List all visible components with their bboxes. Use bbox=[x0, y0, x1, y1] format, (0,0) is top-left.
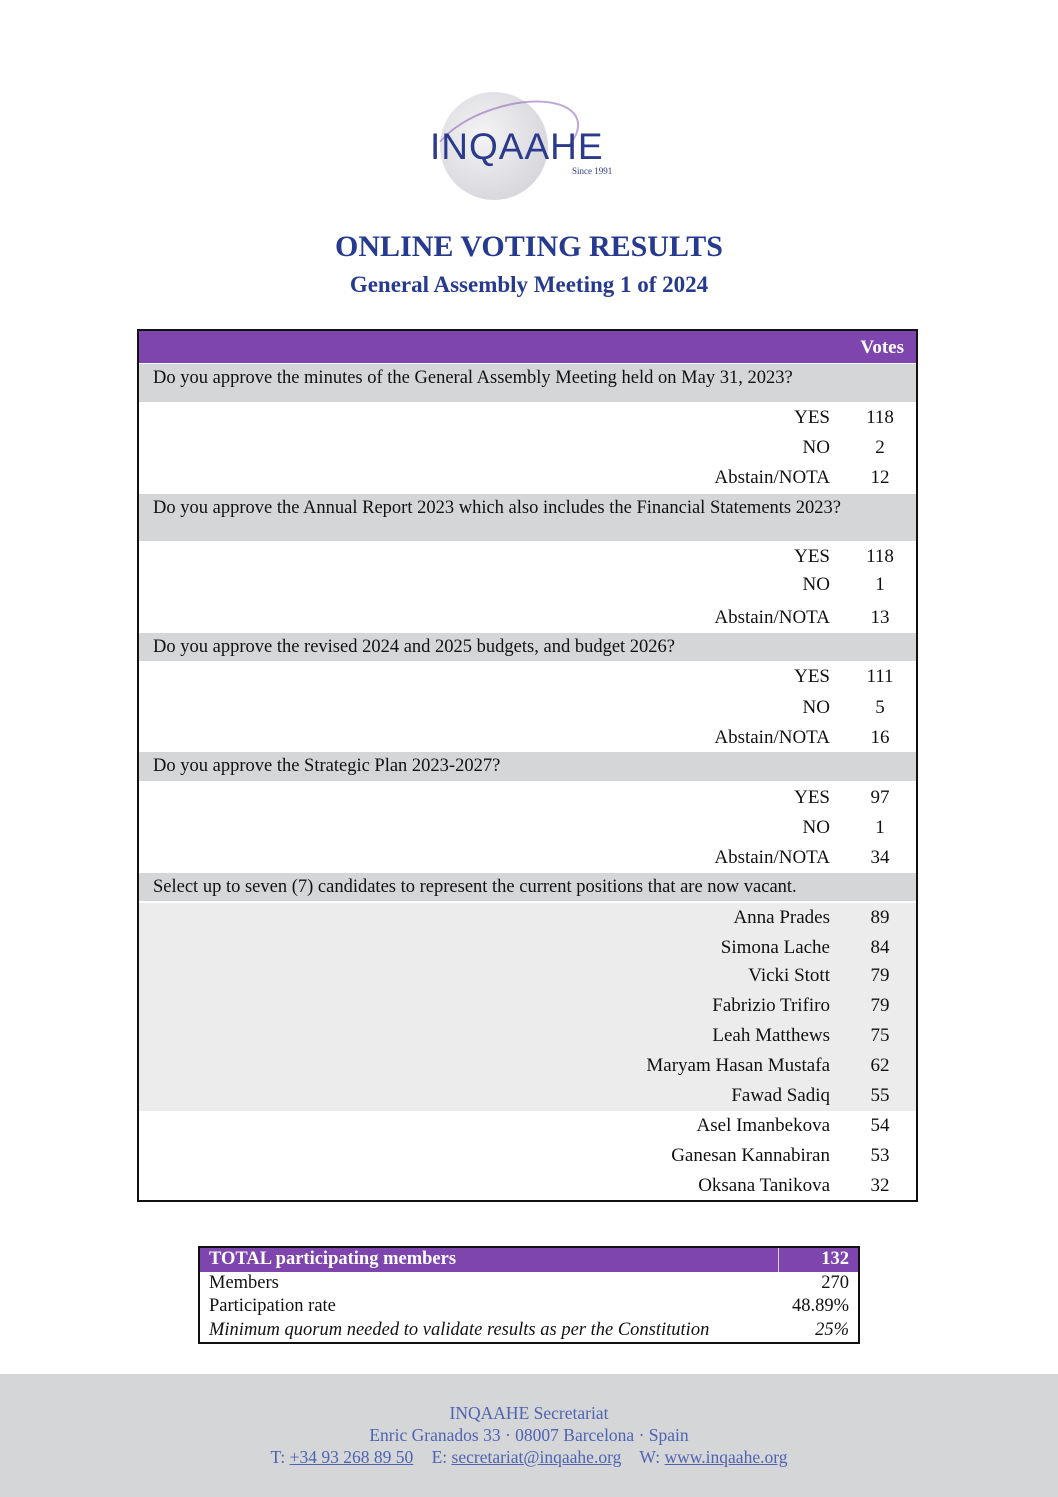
candidate-row bbox=[139, 961, 916, 991]
email-link[interactable]: secretariat@inqaahe.org bbox=[451, 1447, 622, 1467]
web-prefix: W: bbox=[639, 1447, 661, 1467]
votes-column-header: Votes bbox=[860, 337, 904, 358]
answer-row bbox=[139, 403, 916, 433]
page-footer bbox=[0, 1374, 1058, 1497]
answer-votes: 1 bbox=[875, 817, 885, 838]
candidate-row bbox=[139, 1081, 916, 1111]
candidate-name: Fawad Sadiq bbox=[731, 1085, 830, 1106]
quorum-label: Minimum quorum needed to validate results as per the Constitution bbox=[209, 1319, 710, 1340]
phone-link[interactable]: +34 93 268 89 50 bbox=[289, 1447, 414, 1467]
candidate-votes: 62 bbox=[870, 1055, 890, 1076]
members-value: 270 bbox=[821, 1272, 849, 1293]
results-header bbox=[139, 331, 916, 363]
candidate-votes: 55 bbox=[870, 1085, 890, 1106]
answer-votes: 118 bbox=[866, 407, 894, 428]
question-row: Select up to seven (7) candidates to represent the current positions that are now vacant. bbox=[139, 873, 916, 901]
candidate-row bbox=[139, 991, 916, 1021]
candidate-name: Leah Matthews bbox=[712, 1025, 830, 1046]
results-table bbox=[137, 329, 918, 1202]
answer-label: NO bbox=[802, 697, 830, 718]
answer-label: Abstain/NOTA bbox=[714, 467, 830, 488]
email-prefix: E: bbox=[431, 1447, 448, 1467]
candidate-row bbox=[139, 1051, 916, 1081]
answer-row bbox=[139, 723, 916, 753]
answer-label: YES bbox=[794, 666, 830, 687]
summary-total-row bbox=[200, 1248, 858, 1272]
answer-votes: 16 bbox=[870, 727, 890, 748]
question-row: Do you approve the Annual Report 2023 which also includes the Financial Statements 2023? bbox=[139, 494, 916, 541]
phone-prefix: T: bbox=[270, 1447, 286, 1467]
answer-votes: 5 bbox=[875, 697, 885, 718]
candidate-votes: 79 bbox=[870, 965, 890, 986]
rate-value: 48.89% bbox=[791, 1296, 849, 1316]
candidate-row bbox=[139, 903, 916, 933]
members-label: Members bbox=[209, 1272, 279, 1293]
candidate-name: Fabrizio Trifiro bbox=[712, 995, 830, 1016]
page-title: ONLINE VOTING RESULTS bbox=[335, 230, 723, 263]
candidate-row bbox=[139, 1021, 916, 1051]
page-subtitle: General Assembly Meeting 1 of 2024 bbox=[349, 272, 709, 297]
candidate-votes: 32 bbox=[870, 1175, 890, 1196]
answer-row bbox=[139, 570, 916, 600]
candidate-votes: 75 bbox=[870, 1025, 890, 1046]
footer-org: INQAAHE Secretariat bbox=[449, 1403, 609, 1423]
question-row: Do you approve the Strategic Plan 2023-2027? bbox=[139, 752, 916, 781]
answer-votes: 12 bbox=[870, 467, 890, 488]
answer-votes: 34 bbox=[870, 847, 890, 868]
inqaahe-logo bbox=[428, 88, 638, 200]
question-row: Do you approve the revised 2024 and 2025 budgets, and budget 2026? bbox=[139, 633, 916, 661]
summary-rate-row bbox=[200, 1295, 858, 1319]
answer-votes: 1 bbox=[875, 574, 885, 595]
answer-label: Abstain/NOTA bbox=[714, 727, 830, 748]
candidate-name: Maryam Hasan Mustafa bbox=[646, 1055, 830, 1076]
candidate-row bbox=[139, 1141, 916, 1171]
answer-row bbox=[139, 783, 916, 813]
answer-votes: 13 bbox=[870, 607, 890, 628]
candidate-votes: 79 bbox=[870, 995, 890, 1016]
total-label: TOTAL participating members bbox=[209, 1249, 457, 1269]
summary-members-row bbox=[200, 1272, 858, 1296]
answer-label: YES bbox=[794, 787, 830, 808]
answer-row bbox=[139, 433, 916, 463]
footer-contact bbox=[0, 1446, 1058, 1468]
participation-summary bbox=[198, 1246, 860, 1344]
candidate-votes: 54 bbox=[870, 1115, 890, 1136]
answer-votes: 118 bbox=[866, 546, 894, 567]
candidate-row bbox=[139, 1171, 916, 1201]
answer-votes: 97 bbox=[870, 787, 890, 808]
answer-row bbox=[139, 813, 916, 843]
candidate-votes: 89 bbox=[870, 907, 890, 928]
candidate-name: Asel Imanbekova bbox=[696, 1115, 830, 1136]
answer-row bbox=[139, 843, 916, 873]
question-row: Do you approve the minutes of the General Assembly Meeting held on May 31, 2023? bbox=[139, 364, 916, 402]
logo-since: Since 1991 bbox=[572, 166, 613, 176]
answer-row bbox=[139, 542, 916, 572]
quorum-value: 25% bbox=[815, 1319, 849, 1340]
candidate-row bbox=[139, 933, 916, 963]
answer-label: Abstain/NOTA bbox=[714, 847, 830, 868]
total-value: 132 bbox=[778, 1248, 858, 1272]
summary-quorum-row bbox=[200, 1319, 858, 1343]
candidate-name: Simona Lache bbox=[720, 937, 830, 958]
answer-label: NO bbox=[802, 817, 830, 838]
answer-label: YES bbox=[794, 407, 830, 428]
answer-row bbox=[139, 662, 916, 692]
answer-votes: 111 bbox=[866, 666, 894, 687]
candidate-name: Ganesan Kannabiran bbox=[671, 1145, 830, 1166]
answer-row bbox=[139, 463, 916, 493]
answer-label: Abstain/NOTA bbox=[714, 607, 830, 628]
candidate-name: Oksana Tanikova bbox=[698, 1175, 830, 1196]
candidate-row bbox=[139, 1111, 916, 1141]
answer-row bbox=[139, 603, 916, 633]
rate-label: Participation rate bbox=[209, 1296, 336, 1316]
candidate-votes: 84 bbox=[870, 937, 890, 958]
answer-label: YES bbox=[794, 546, 830, 567]
answer-label: NO bbox=[802, 574, 830, 595]
footer-address: Enric Granados 33 · 08007 Barcelona · Spain bbox=[369, 1425, 689, 1445]
candidate-votes: 53 bbox=[870, 1145, 890, 1166]
candidate-name: Vicki Stott bbox=[748, 965, 830, 986]
logo-wordmark: INQAAHE bbox=[430, 126, 604, 167]
candidate-name: Anna Prades bbox=[733, 907, 830, 928]
answer-label: NO bbox=[802, 437, 830, 458]
answer-row bbox=[139, 693, 916, 723]
website-link[interactable]: www.inqaahe.org bbox=[664, 1447, 788, 1467]
answer-votes: 2 bbox=[875, 437, 885, 458]
